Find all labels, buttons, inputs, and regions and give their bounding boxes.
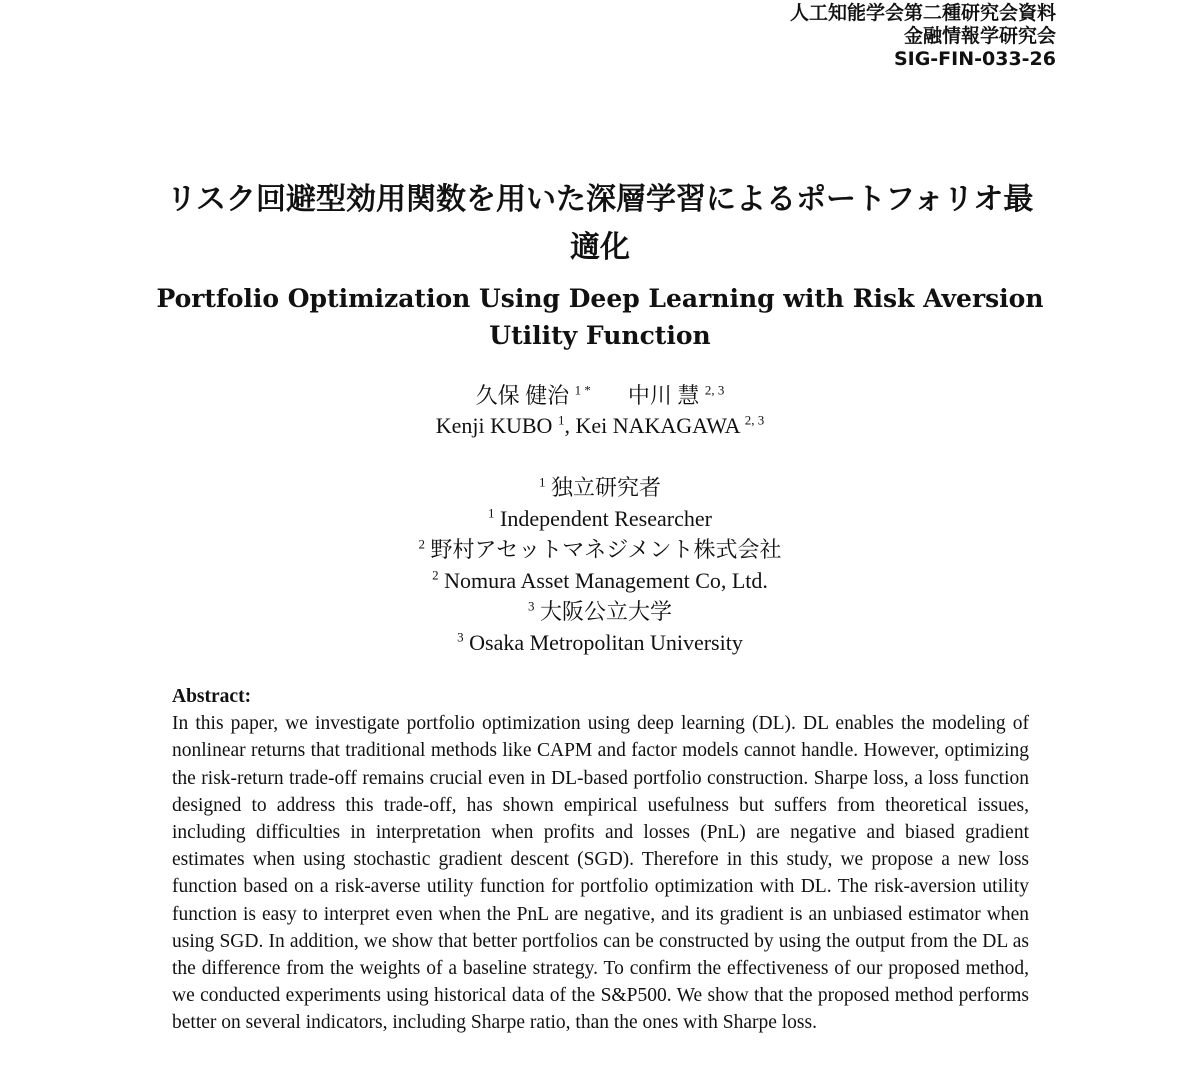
title-english-line-2: Utility Function <box>489 321 711 350</box>
author-marks: 1 <box>557 412 565 428</box>
author-marks: 2, 3 <box>744 412 765 428</box>
author-marks: 1 * <box>574 382 591 398</box>
document-header <box>790 2 1056 71</box>
affiliation-text: Independent Researcher <box>500 506 712 531</box>
title-japanese <box>0 176 1200 272</box>
affiliation-line <box>0 503 1200 534</box>
title-english <box>0 280 1200 354</box>
abstract-body: In this paper, we investigate portfolio optimization using deep learning (DL). DL enables the modeling of nonlinear returns that traditional methods like CAPM and factor models cannot handle. However, optimizing the risk-return trade-off remains crucial even in DL-based portfolio construction. Sharpe loss, a loss function designed to address this trade-off, has shown empirical usefulness but suffers from theoretical issues, including difficulties in interpretation when profits and losses (PnL) are negative and biased gradient estimates when using stochastic gradient descent (SGD). Therefore in this study, we propose a new loss function based on a risk-averse utility function for portfolio optimization with DL. The risk-aversion utility function is easy to interpret even when the PnL are negative, and its gradient is an unbiased estimator when using SGD. In addition, we show that better portfolios can be constructed by using the output from the DL as the difference from the weights of a baseline strategy. To confirm the effectiveness of our proposed method, we conducted experiments using historical data of the S&P500. We show that the proposed method performs better on several indicators, including Sharpe ratio, than the ones with Sharpe loss. <box>172 713 1029 1034</box>
affiliation-number: 2 <box>432 567 439 583</box>
author-name: Kenji KUBO <box>435 413 553 438</box>
title-english-line-1: Portfolio Optimization Using Deep Learning with Risk Aversion <box>156 284 1044 313</box>
affiliation-text: Nomura Asset Management Co, Ltd. <box>444 568 768 593</box>
affiliation-number: 2 <box>418 536 425 552</box>
author-name: 久保 健治 <box>475 383 570 408</box>
author-marks: 2, 3 <box>704 382 725 398</box>
affiliations <box>0 472 1200 658</box>
affiliation-line <box>0 472 1200 503</box>
abstract-section <box>172 683 1029 1037</box>
affiliation-number: 1 <box>538 474 546 490</box>
affiliation-line <box>0 534 1200 565</box>
affiliation-text: Osaka Metropolitan University <box>469 630 743 655</box>
author-block <box>0 381 1200 441</box>
affiliation-number: 1 <box>488 505 495 521</box>
title-japanese-line-1: リスク回避型効用関数を用いた深層学習によるポートフォリオ最 <box>166 182 1034 217</box>
affiliation-line <box>0 596 1200 627</box>
affiliation-number: 3 <box>457 629 464 645</box>
affiliation-text: 野村アセットマネジメント株式会社 <box>430 537 782 562</box>
author-name: 中川 慧 <box>627 383 700 408</box>
header-society: 人工知能学会第二種研究会資料 <box>789 2 1056 24</box>
author-name: Kei NAKAGAWA <box>575 413 740 438</box>
authors-japanese <box>0 381 1200 411</box>
affiliation-line <box>0 565 1200 596</box>
affiliation-line <box>0 627 1200 658</box>
header-group: 金融情報学研究会 <box>903 25 1056 47</box>
header-paper-id: SIG-FIN-033-26 <box>893 48 1056 70</box>
author-separator: , <box>564 413 570 438</box>
affiliation-text: 独立研究者 <box>550 475 661 500</box>
affiliation-number: 3 <box>527 598 535 614</box>
title-japanese-line-2: 適化 <box>570 230 630 265</box>
affiliation-text: 大阪公立大学 <box>539 599 672 624</box>
authors-english <box>0 411 1200 441</box>
abstract-heading: Abstract: <box>172 686 252 707</box>
